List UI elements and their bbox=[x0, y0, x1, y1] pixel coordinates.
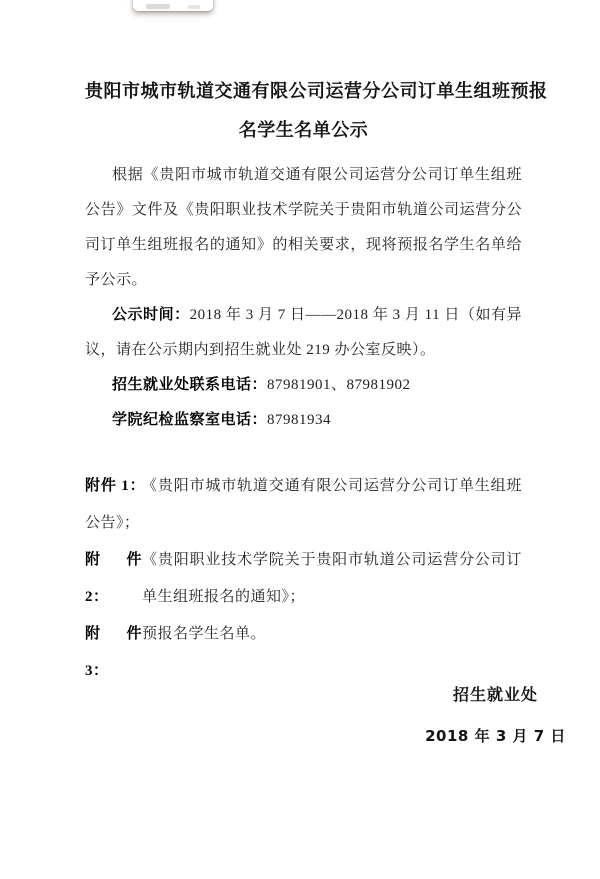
attachment-1-label: 附件 1： bbox=[85, 478, 146, 494]
admissions-phone-label: 招生就业处联系电话： bbox=[112, 377, 268, 393]
notice-period-paragraph bbox=[85, 298, 522, 368]
discipline-phone-value: 87981934 bbox=[267, 412, 332, 428]
attachment-1-row bbox=[85, 468, 522, 542]
signature-date: 2018 年 3 月 7 日 bbox=[425, 727, 566, 745]
document-title-line1: 贵阳市城市轨道交通有限公司运营分公司订单生组班预报 bbox=[85, 81, 548, 101]
attachments-list bbox=[85, 468, 522, 690]
toolbar-button-fragment-icon bbox=[146, 4, 170, 9]
document-title-line2: 名学生名单公示 bbox=[238, 120, 369, 140]
attachment-3-text: 预报名学生名单。 bbox=[142, 626, 267, 642]
attachment-2-row bbox=[85, 542, 522, 616]
document-text bbox=[85, 158, 522, 438]
signature-block bbox=[393, 676, 598, 756]
intro-paragraph bbox=[85, 158, 522, 298]
attachment-1-text: 《贵阳市城市轨道交通有限公司运营分公司订单生组班公告》； bbox=[85, 478, 522, 531]
floating-popup-fragment[interactable] bbox=[133, 0, 213, 11]
document-body bbox=[85, 72, 548, 690]
attachment-3-label: 附件 3： bbox=[85, 626, 142, 679]
notice-period-label: 公示时间： bbox=[112, 307, 190, 323]
document-title bbox=[85, 72, 548, 150]
attachment-2-text: 《贵阳职业技术学院关于贵阳市轨道公司运营分公司订单生组班报名的通知》； bbox=[142, 552, 522, 605]
discipline-phone-line bbox=[85, 403, 522, 438]
notice-period-text: 2018 年 3 月 7 日——2018 年 3 月 11 日（如有异议，请在公示期内到招生就业处 219 办公室反映）。 bbox=[85, 307, 522, 358]
signature-department: 招生就业处 bbox=[452, 687, 538, 704]
admissions-phone-line bbox=[85, 368, 522, 403]
intro-paragraph-text: 根据《贵阳市城市轨道交通有限公司运营分公司订单生组班公告》文件及《贵阳职业技术学院关于贵阳市轨道公司运营分公司订单生组班报名的通知》的相关要求，现将预报名学生名单给予公示。 bbox=[85, 167, 522, 288]
attachment-2-label: 附件 2： bbox=[85, 552, 142, 605]
toolbar-button-fragment-icon bbox=[188, 5, 200, 9]
discipline-phone-label: 学院纪检监察室电话： bbox=[112, 412, 268, 428]
admissions-phone-value: 87981901、87981902 bbox=[267, 377, 411, 393]
